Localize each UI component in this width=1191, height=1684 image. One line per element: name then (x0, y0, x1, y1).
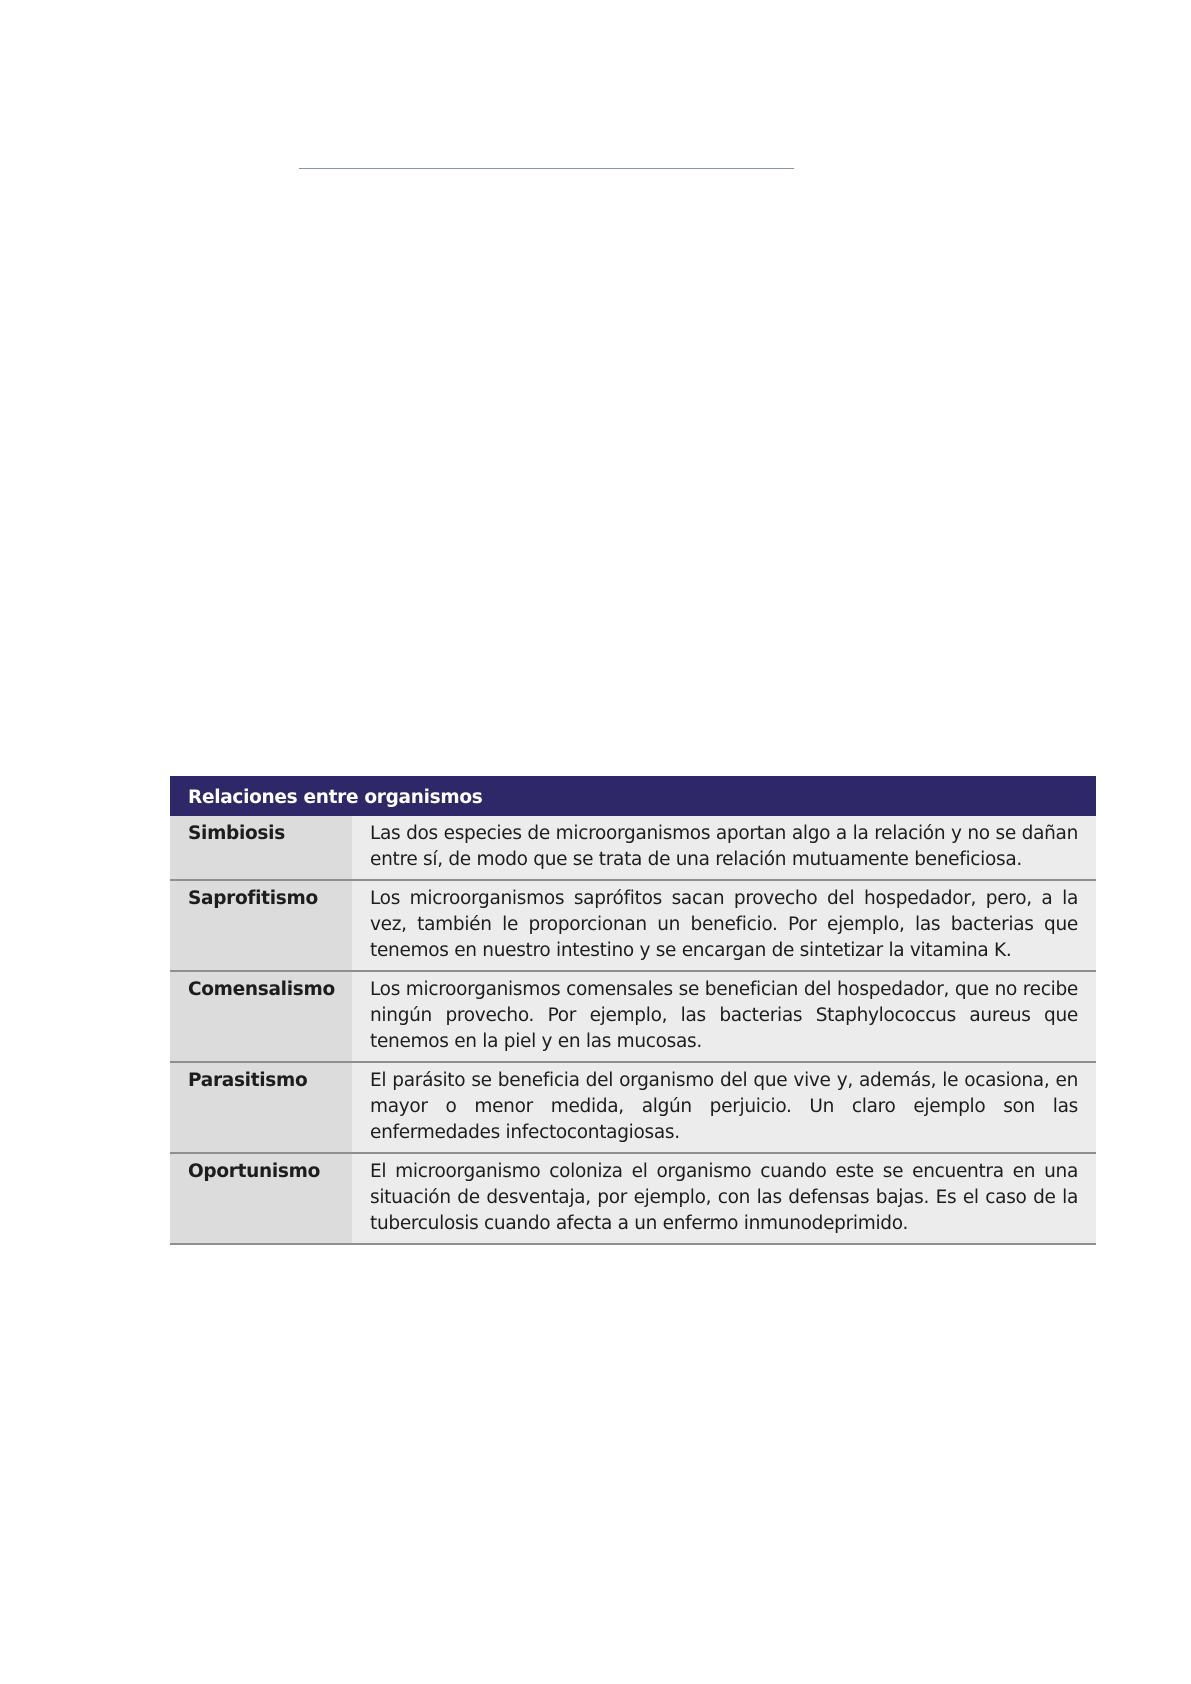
description-cell: Las dos especies de microorganismos aportan algo a la relación y no se dañan entre sí, de modo que se trata de una relación mutuamente beneficiosa. (352, 816, 1096, 880)
table-row (170, 816, 1096, 880)
relations-table (170, 776, 1096, 1245)
table-row (170, 1062, 1096, 1153)
term-cell: Parasitismo (170, 1062, 352, 1153)
table-header-row (170, 776, 1096, 816)
table-row (170, 1153, 1096, 1244)
term-cell: Oportunismo (170, 1153, 352, 1244)
description-cell: Los microorganismos comensales se benefician del hospedador, que no recibe ningún provecho. Por ejemplo, las bacterias Staphylococcus aureus que tenemos en la piel y en las mucosas. (352, 971, 1096, 1062)
table-title: Relaciones entre organismos (170, 776, 1096, 816)
description-cell: Los microorganismos saprófitos sacan provecho del hospedador, pero, a la vez, también le proporcionan un beneficio. Por ejemplo, las bacterias que tenemos en nuestro intestino y se encargan de sintetizar la vitamina K. (352, 880, 1096, 971)
table-row (170, 971, 1096, 1062)
description-cell: El microorganismo coloniza el organismo cuando este se encuentra en una situación de desventaja, por ejemplo, con las defensas bajas. Es el caso de la tuberculosis cuando afecta a un enfermo inmunodeprimido. (352, 1153, 1096, 1244)
term-cell: Saprofitismo (170, 880, 352, 971)
top-divider-line (299, 168, 794, 169)
table-row (170, 880, 1096, 971)
description-cell: El parásito se beneficia del organismo del que vive y, además, le ocasiona, en mayor o menor medida, algún perjuicio. Un claro ejemplo son las enfermedades infectocontagiosas. (352, 1062, 1096, 1153)
term-cell: Comensalismo (170, 971, 352, 1062)
term-cell: Simbiosis (170, 816, 352, 880)
